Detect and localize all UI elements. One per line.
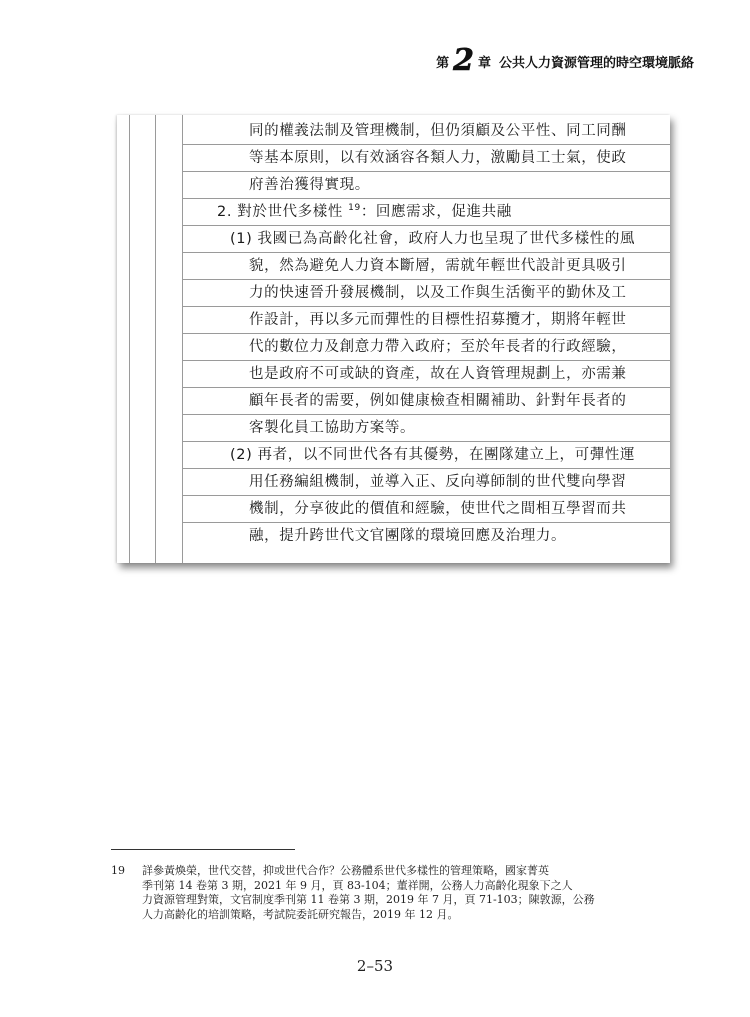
text-line: 代的數位力及創意力帶入政府；至於年長者的行政經驗， — [249, 339, 627, 355]
chapter-suffix: 章 — [477, 55, 491, 71]
text-line: 等基本原則，以有效涵容各類人力，激勵員工士氣，使政 — [249, 150, 627, 166]
footnote-line: 季刊第 14 卷第 3 期，2021 年 9 月，頁 83-104；董祥開，公務人力高齡化現象下之人 — [142, 878, 573, 892]
table-row — [182, 118, 670, 145]
text-line: (2) 再者，以不同世代各有其優勢，在團隊建立上，可彈性運 — [230, 447, 636, 463]
table-row — [182, 442, 670, 469]
footnote-line: 力資源管理對策，文官制度季刊第 11 卷第 3 期，2019 年 7 月，頁 71-103；陳敦源，公務 — [142, 893, 595, 906]
footnote-number: 19 — [111, 864, 125, 877]
table-row — [182, 361, 670, 388]
footnote-line: 人力高齡化的培訓策略，考試院委託研究報告，2019 年 12 月。 — [142, 907, 459, 921]
heading-text: 2. 對於世代多樣性 — [217, 204, 343, 220]
text-line: 府善治獲得實現。 — [249, 177, 370, 193]
chapter-title: 公共人力資源管理的時空環境脈絡 — [498, 55, 694, 71]
content-table — [117, 115, 670, 563]
table-row — [182, 469, 670, 496]
footnote-line: 詳參黃煥榮，世代交替，抑或世代合作？公務體系世代多樣性的管理策略，國家菁英 — [142, 864, 549, 877]
heading-rest: ：回應需求，促進共融 — [360, 204, 512, 220]
text-line: 客製化員工協助方案等。 — [249, 420, 416, 436]
table-row — [182, 415, 670, 442]
footnote-body — [142, 864, 682, 922]
table-row — [182, 253, 670, 280]
text-line: 也是政府不可或缺的資產，故在人資管理規劃上，亦需兼 — [249, 366, 627, 382]
chapter-header — [436, 43, 694, 78]
table-row — [182, 388, 670, 415]
table-row — [182, 145, 670, 172]
page-number: 2–53 — [356, 957, 394, 975]
text-line: 力的快速晉升發展機制，以及工作與生活衡平的勤休及工 — [249, 285, 627, 301]
table-row — [182, 280, 670, 307]
text-line: 顧年長者的需要，例如健康檢查相關補助、針對年長者的 — [249, 393, 627, 409]
text-line: 用任務編組機制，並導入正、反向導師制的世代雙向學習 — [249, 474, 627, 490]
table-row — [182, 523, 670, 549]
table-row — [182, 334, 670, 361]
text-line: 同的權義法制及管理機制，但仍須顧及公平性、同工同酬 — [249, 123, 627, 139]
section-heading — [217, 199, 512, 225]
table-row — [182, 307, 670, 334]
text-line: 貌，然為避免人力資本斷層，需就年輕世代設計更具吸引 — [249, 258, 627, 274]
table-row — [182, 226, 670, 253]
chapter-prefix: 第 — [436, 55, 450, 71]
table-row — [182, 172, 670, 199]
footnote-rule — [111, 849, 295, 850]
text-line: (1) 我國已為高齡化社會，政府人力也呈現了世代多樣性的風 — [230, 231, 636, 247]
table-row — [182, 199, 670, 226]
text-line: 機制，分享彼此的價值和經驗，使世代之間相互學習而共 — [249, 501, 627, 517]
text-line: 融，提升跨世代文官團隊的環境回應及治理力。 — [249, 528, 567, 544]
footnote-ref: 19 — [348, 203, 361, 213]
table-divider — [129, 115, 130, 563]
table-divider — [155, 115, 156, 563]
text-line: 作設計，再以多元而彈性的目標性招募攬才，期將年輕世 — [249, 312, 627, 328]
table-row — [182, 496, 670, 523]
chapter-number: 2 — [453, 43, 474, 78]
